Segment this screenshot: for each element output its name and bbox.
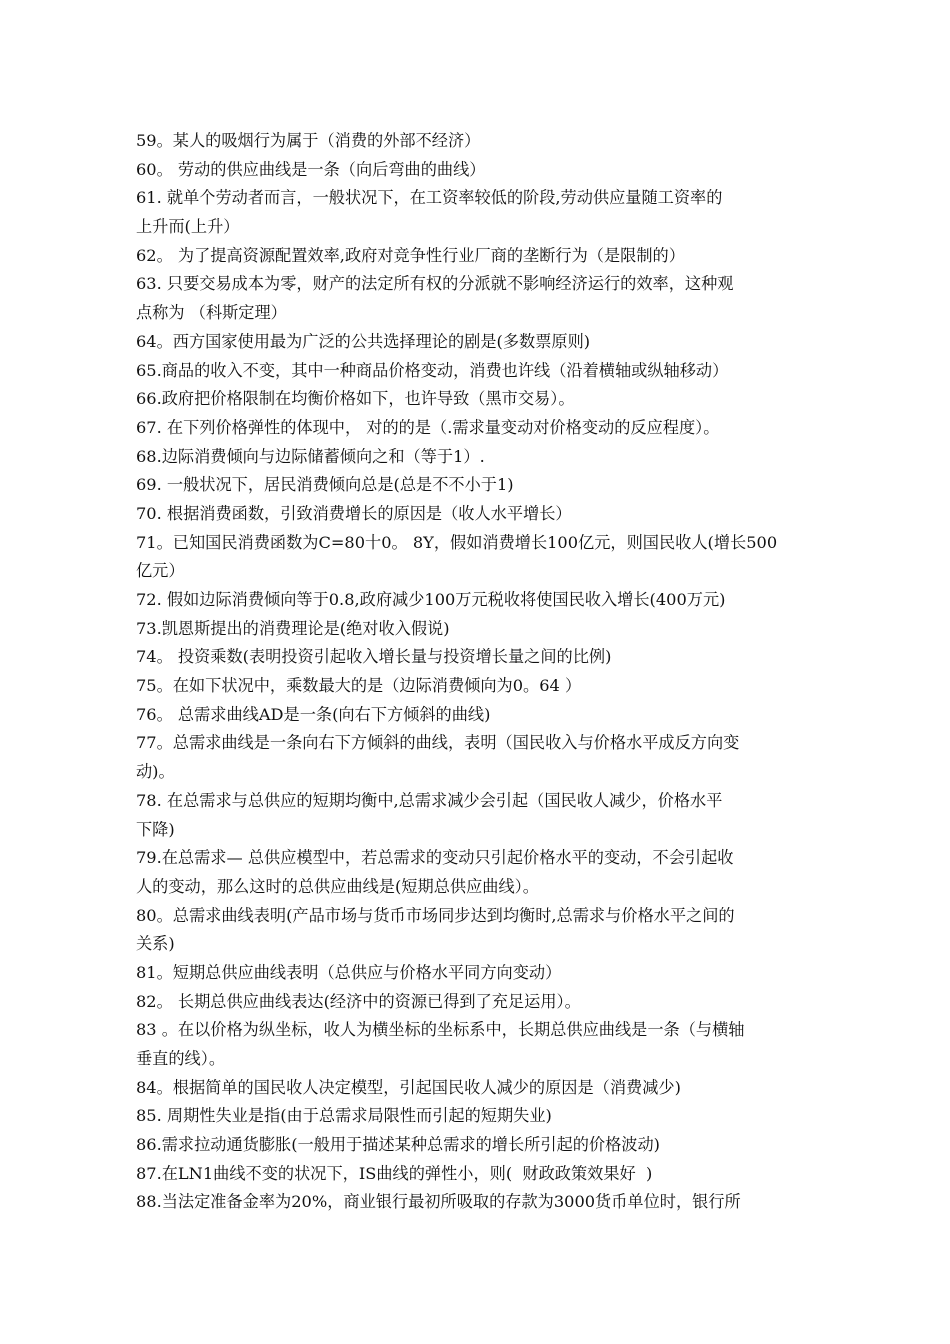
text-line: 87.在LN1曲线不变的状况下，IS曲线的弹性小，则( 财政政策效果好 ) (136, 1163, 653, 1183)
text-line: 66.政府把价格限制在均衡价格如下，也许导致（黑市交易）。 (136, 389, 575, 409)
text-line: 60。 劳动的供应曲线是一条（向后弯曲的曲线） (136, 159, 486, 179)
text-line: 64。西方国家使用最为广泛的公共选择理论的剧是(多数票原则) (136, 331, 591, 351)
text-line: 62。 为了提高资源配置效率,政府对竞争性行业厂商的垄断行为（是限制的） (136, 245, 685, 265)
text-line: 70. 根据消费函数，引致消费增长的原因是（收人水平增长） (136, 503, 572, 523)
text-line: 84。根据简单的国民收人决定模型，引起国民收人减少的原因是（消费减少) (136, 1077, 681, 1097)
question-list (136, 127, 844, 1217)
text-line: 点称为 （科斯定理） (136, 303, 287, 323)
text-line: 83 。在以价格为纵坐标，收人为横坐标的坐标系中，长期总供应曲线是一条（与横轴 (136, 1020, 745, 1040)
text-line: 下降) (136, 819, 175, 839)
text-line: 69. 一般状况下，居民消费倾向总是(总是不不小于1) (136, 475, 514, 495)
text-line: 74。 投资乘数(表明投资引起收入增长量与投资增长量之间的比例) (136, 647, 612, 667)
text-line: 86.需求拉动通货膨胀(一般用于描述某种总需求的增长所引起的价格波动) (136, 1135, 660, 1155)
text-line: 79.在总需求— 总供应模型中，若总需求的变动只引起价格水平的变动，不会引起收 (136, 848, 734, 868)
text-line: 61. 就单个劳动者而言，一般状况下，在工资率较低的阶段,劳动供应量随工资率的 (136, 188, 723, 208)
text-line: 68.边际消费倾向与边际储蓄倾向之和（等于1）. (136, 446, 485, 466)
text-line: 67. 在下列价格弹性的体现中， 对的的是（.需求量变动对价格变动的反应程度）。 (136, 417, 720, 437)
text-line: 81。短期总供应曲线表明（总供应与价格水平同方向变动） (136, 962, 562, 982)
text-line: 人的变动，那么这时的总供应曲线是(短期总供应曲线）。 (136, 876, 539, 896)
text-line: 59。某人的吸烟行为属于（消费的外部不经济） (136, 131, 481, 150)
text-line: 上升而(上升） (136, 217, 240, 237)
text-line: 76。 总需求曲线AD是一条(向右下方倾斜的曲线) (136, 704, 491, 724)
text-line: 65.商品的收入不变，其中一种商品价格变动，消费也许线（沿着横轴或纵轴移动） (136, 360, 729, 380)
text-line: 63. 只要交易成本为零，财产的法定所有权的分派就不影响经济运行的效率，这种观 (136, 274, 734, 294)
text-line: 85. 周期性失业是指(由于总需求局限性而引起的短期失业) (136, 1106, 552, 1126)
text-line: 77。总需求曲线是一条向右下方倾斜的曲线，表明（国民收入与价格水平成反方向变 (136, 733, 740, 753)
text-line: 动)。 (136, 762, 175, 782)
text-line: 73.凯恩斯提出的消费理论是(绝对收入假说) (136, 618, 450, 638)
text-line: 75。在如下状况中，乘数最大的是（边际消费倾向为0。64 ） (136, 676, 582, 696)
text-line: 80。总需求曲线表明(产品市场与货币市场同步达到均衡时,总需求与价格水平之间的 (136, 905, 735, 925)
text-line: 垂直的线）。 (136, 1049, 226, 1068)
text-line: 82。 长期总供应曲线表达(经济中的资源已得到了充足运用）。 (136, 991, 581, 1011)
text-line: 关系) (136, 934, 175, 954)
text-line: 亿元） (136, 561, 185, 581)
text-line: 78. 在总需求与总供应的短期均衡中,总需求减少会引起（国民收人减少，价格水平 (136, 790, 723, 810)
text-line: 88.当法定准备金率为20%，商业银行最初所吸取的存款为3000货币单位时，银行所 (136, 1192, 741, 1212)
text-line: 71。已知国民消费函数为C=80十0。 8Y，假如消费增长100亿元，则国民收人(增长500 (136, 532, 778, 552)
text-line: 72. 假如边际消费倾向等于0.8,政府减少100万元税收将使国民收入增长(400万元) (136, 590, 726, 609)
